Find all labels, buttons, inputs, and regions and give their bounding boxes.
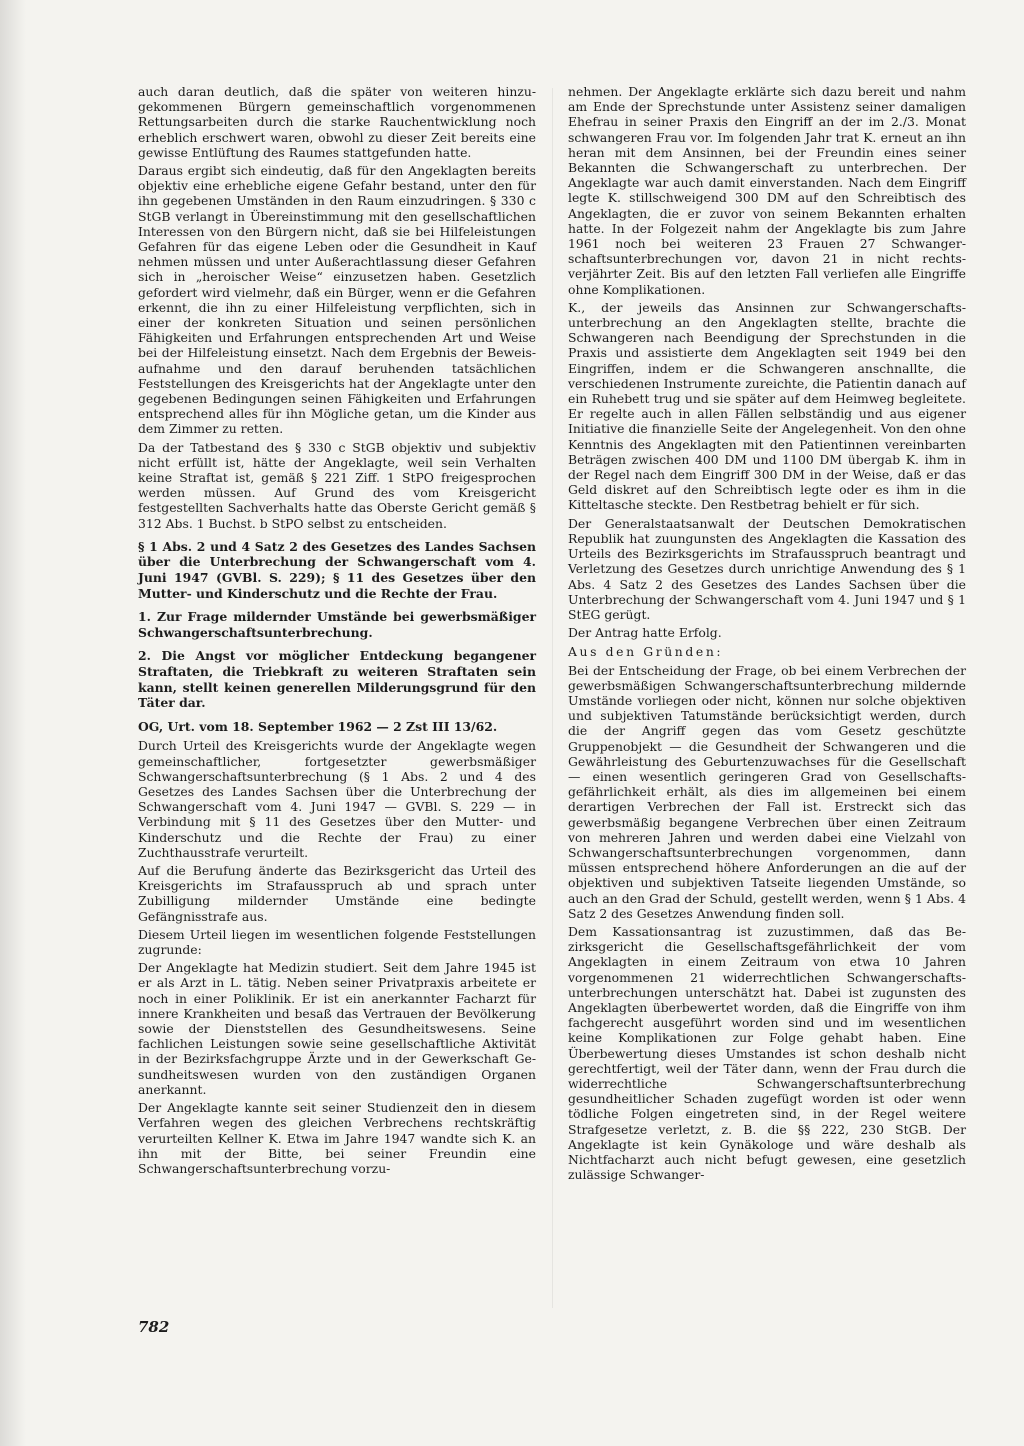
right-column [568,84,966,1185]
paragraph: Der Generalstaatsanwalt der Deutschen Demokratischen Republik hat zuungunsten des Angeklagten die Kassation des Urteils des Bezirksgerichts im Strafausspruch beantragt und Verletzung des Gesetzes durch unrichtige Anwendung des § 1 Abs. 4 Satz 2 des Gesetzes des Landes Sachsen über die Unterbrechung der Schwangerschaft vom 4. Juni 1947 und § 1 StEG gerügt. [568,515,966,622]
page-number: 782 [138,1318,170,1336]
paragraph: Durch Urteil des Kreisgerichts wurde der Angeklagte wegen gemeinschaftlicher, fortgesetzter gewerbsmäßiger Schwangerschaftsunterbrechung (§ 1 Abs. 2 und 4 des Gesetzes des Landes Sachsen über die Unterbrechung der Schwangerschaft vom 4. Juni 1947 — GVBl. S. 229 — in Verbindung mit § 11 des Gesetzes über den Mutter- und Kinderschutz und die Rechte der Frau) zu einer Zuchthausstrafe verurteilt. [138,738,536,860]
paragraph: Der Antrag hatte Erfolg. [568,625,722,641]
paragraph: Da der Tatbestand des § 330 c StGB objektiv und subjektiv nicht erfüllt ist, hätte der Angeklagte, weil sein Verhalten keine Straftat ist, gemäß § 221 Ziff. 1 StPO freigesprochen werden müssen. Auf Grund des vom Kreisgericht festgestellten Sachverhalts hatte das Oberste Gericht gemäß § 312 Abs. 1 Buchst. b StPO selbst zu entscheiden. [138,439,536,531]
paragraph: K., der jeweils das Ansinnen zur Schwangerschaftsunterbrechung an den Angeklagten stellte, brachte die Schwangeren nach Beendigung der Sprechstunden in die Praxis und assistierte dem Angeklagten seit 1949 bei den Eingriffen, indem er die Schwangeren anschnallte, die verschiedenen Instrumente zureichte, die Patientin danach auf ein Ruhebett trug und sie später auf dem Heimweg begleitete. Er regelte auch in allen Fällen selbständig und aus eigener Initiative die finanzielle Seite der Angelegenheit. Von den ohne Kenntnis des Angeklagten mit den Patientinnen vereinbarten Beträgen zwischen 400 DM und 1100 DM übergab K. ihm in der Regel nach dem Eingriff 300 DM in der Weise, daß er das Geld diskret auf den Schreibtisch legte oder es ihm in die Kitteltasche steckte. Den Restbetrag behielt er für sich. [568,299,966,513]
scan-binding-shadow [0,0,26,1446]
paragraph: Dem Kassationsantrag ist zuzustimmen, daß das Bezirksgericht die Gesellschaftsgefährlichkeit der vom Angeklagten in einem Zeitraum von etwa 10 Jahren vorgenommenen 21 widerrechtlichen Schwangerschaftsunterbrechungen unterschätzt hat. Dabei ist zugunsten des Angeklagten überbewertet worden, daß die Eingriffe von ihm fachgerecht ausgeführt worden sind und im wesentlichen keine Komplikationen zur Folge gehabt haben. Eine Überbewertung dieses Umstandes ist schon deshalb nicht gerechtfertigt, weil der Täter dann, wenn der Frau durch die widerrechtliche Schwangerschaftsunterbrechung gesundheitlicher Schaden zugefügt worden ist oder wenn tödliche Folgen eingetreten sind, in der Regel weitere Strafgesetze verletzt, z. B. die §§ 222, 230 StGB. Der Angeklagte ist kein Gynäkologe und wäre deshalb als Nichtfacharzt auch nicht befugt gewesen, eine gesetzlich zulässige Schwanger- [568,923,966,1183]
left-column [138,84,536,1179]
paragraph: Diesem Urteil liegen im wesentlichen folgende Feststellungen zugrunde: [138,926,536,958]
paragraph: nehmen. Der Angeklagte erklärte sich dazu bereit und nahm am Ende der Sprechstunde unter Assistenz seiner damaligen Ehefrau in seiner Praxis den Eingriff an der im 2./3. Monat schwangeren Frau vor. Im folgenden Jahr trat K. erneut an ihn heran mit dem Ansinnen, bei der Freundin eines seiner Bekannten die Schwangerschaft zu unterbrechen. Der Angeklagte war auch damit einverstanden. Nach dem Eingriff legte K. stillschweigend 300 DM auf den Schreibtisch des Angeklagten, die er zuvor von seinem Bekannten erhalten hatte. In der Folgezeit nahm der Angeklagte bis zum Jahre 1961 noch bei weiteren 23 Frauen 27 Schwangerschaftsunterbrechungen vor, davon 21 in nicht rechtsverjährter Zeit. Bis auf den letzten Fall verliefen alle Eingriffe ohne Komplikationen. [568,84,966,297]
headnote-1: 1. Zur Frage mildernder Umstände bei gewerbsmäßiger Schwangerschaftsunterbrechung. [138,609,536,640]
paragraph: Der Angeklagte kannte seit seiner Studienzeit den in diesem Verfahren wegen des gleichen Verbrechens rechtskräftig verurteilten Kellner K. Etwa im Jahre 1947 wandte sich K. an ihn mit der Bitte, bei seiner Freundin eine Schwangerschaftsunterbrechung vorzu- [138,1100,536,1176]
section-label: Aus den Gründen: [568,644,724,660]
paragraph: Der Angeklagte hat Medizin studiert. Seit dem Jahre 1945 ist er als Arzt in L. tätig. Neben seiner Privatpraxis arbeitete er noch in einer Poliklinik. Er ist ein anerkannter Facharzt für innere Krankheiten und besaß das Vertrauen der Bevölkerung sowie der Dienststellen des Gesundheitswesens. Seine fachlichen Leistungen sowie seine gesellschaftliche Aktivität in der Bezirksfachgruppe Ärzte und in der Gewerkschaft Gesundheitswesen wurden von den zuständigen Organen anerkannt. [138,960,536,1097]
paragraph: auch daran deutlich, daß die später von weiteren hinzugekommenen Bürgern gemeinschaftlich vorgenommenen Rettungsarbeiten durch die starke Rauchentwicklung noch erheblich erschwert waren, obwohl zu dieser Zeit bereits eine gewisse Entlüftung des Raumes stattgefunden hatte. [138,84,536,160]
paragraph: Auf die Berufung änderte das Bezirksgericht das Urteil des Kreisgerichts im Strafausspruch ab und sprach unter Zubilligung mildernder Umstände eine bedingte Gefängnisstrafe aus. [138,863,536,924]
column-divider [552,88,553,1308]
case-citation: OG, Urt. vom 18. September 1962 — 2 Zst III 13/62. [138,718,498,734]
law-reference-heading: § 1 Abs. 2 und 4 Satz 2 des Gesetzes des Landes Sachsen über die Unterbrechung der Schwangerschaft vom 4. Juni 1947 (GVBl. S. 229); § 11 des Gesetzes über den Mutter- und Kinderschutz und die Rechte der Frau. [138,538,536,601]
paragraph: Daraus ergibt sich eindeutig, daß für den Angeklagten bereits objektiv eine erhebliche eigene Gefahr bestand, unter den für ihn gegebenen Umständen in den Raum einzudringen. § 330 c StGB verlangt in Übereinstimmung mit den gesellschaftlichen Interessen von den Bürgern nicht, daß sie bei Hilfeleistungen Gefahren für das eigene Leben oder die Gesundheit in Kauf nehmen müssen und unter Außerachtlassung dieser Gefahren sich in „heroischer Weise“ einzusetzen haben. Gesetzlich gefordert wird vielmehr, daß ein Bürger, wenn er die Gefahren erkennt, die ihn zu einer Hilfeleistung verpflichten, sich in einer der konkreten Situation und seinen persönlichen Fähigkeiten und Erfahrungen entsprechenden Art und Weise bei der Hilfeleistung einsetzt. Nach dem Ergebnis der Beweisaufnahme und den darauf beruhenden tatsächlichen Feststellungen des Kreisgerichts hat der Angeklagte unter den gegebenen Bedingungen seinen Fähigkeiten und Erfahrungen entsprechend alles für ihn Mögliche getan, um die Kinder aus dem Zimmer zu retten. [138,163,536,437]
headnote-2: 2. Die Angst vor möglicher Entdeckung begangener Straftaten, die Triebkraft zu weiteren Straftaten sein kann, stellt keinen generellen Milderungsgrund für den Täter dar. [138,648,536,711]
paragraph: Bei der Entscheidung der Frage, ob bei einem Verbrechen der gewerbsmäßigen Schwangerschaftsunterbrechung mildernde Umstände vorliegen oder nicht, können nur solche objektiven und subjektiven Tatumstände berücksichtigt werden, durch die der Angriff gegen das vom Gesetz geschützte Gruppenobjekt — die Gesundheit der Schwangeren und die Gewährleistung des Geburtenzuwachses für die Gesellschaft — einen wesentlich geringeren Grad von Gesellschaftsgefährlichkeit erhält, als dies im allgemeinen bei einem derartigen Verbrechen der Fall ist. Erstreckt sich das gewerbsmäßig begangene Verbrechen über einen Zeitraum von mehreren Jahren und werden dabei eine Vielzahl von Schwangerschaftsunterbrechungen vorgenommen, dann müssen entsprechend höhere Anforderungen an die auf der objektiven und subjektiven Tatseite liegenden Umstände, so auch an den Grad der Schuld, gestellt werden, wenn § 1 Abs. 4 Satz 2 des Gesetzes Anwendung finden soll. [568,662,966,921]
